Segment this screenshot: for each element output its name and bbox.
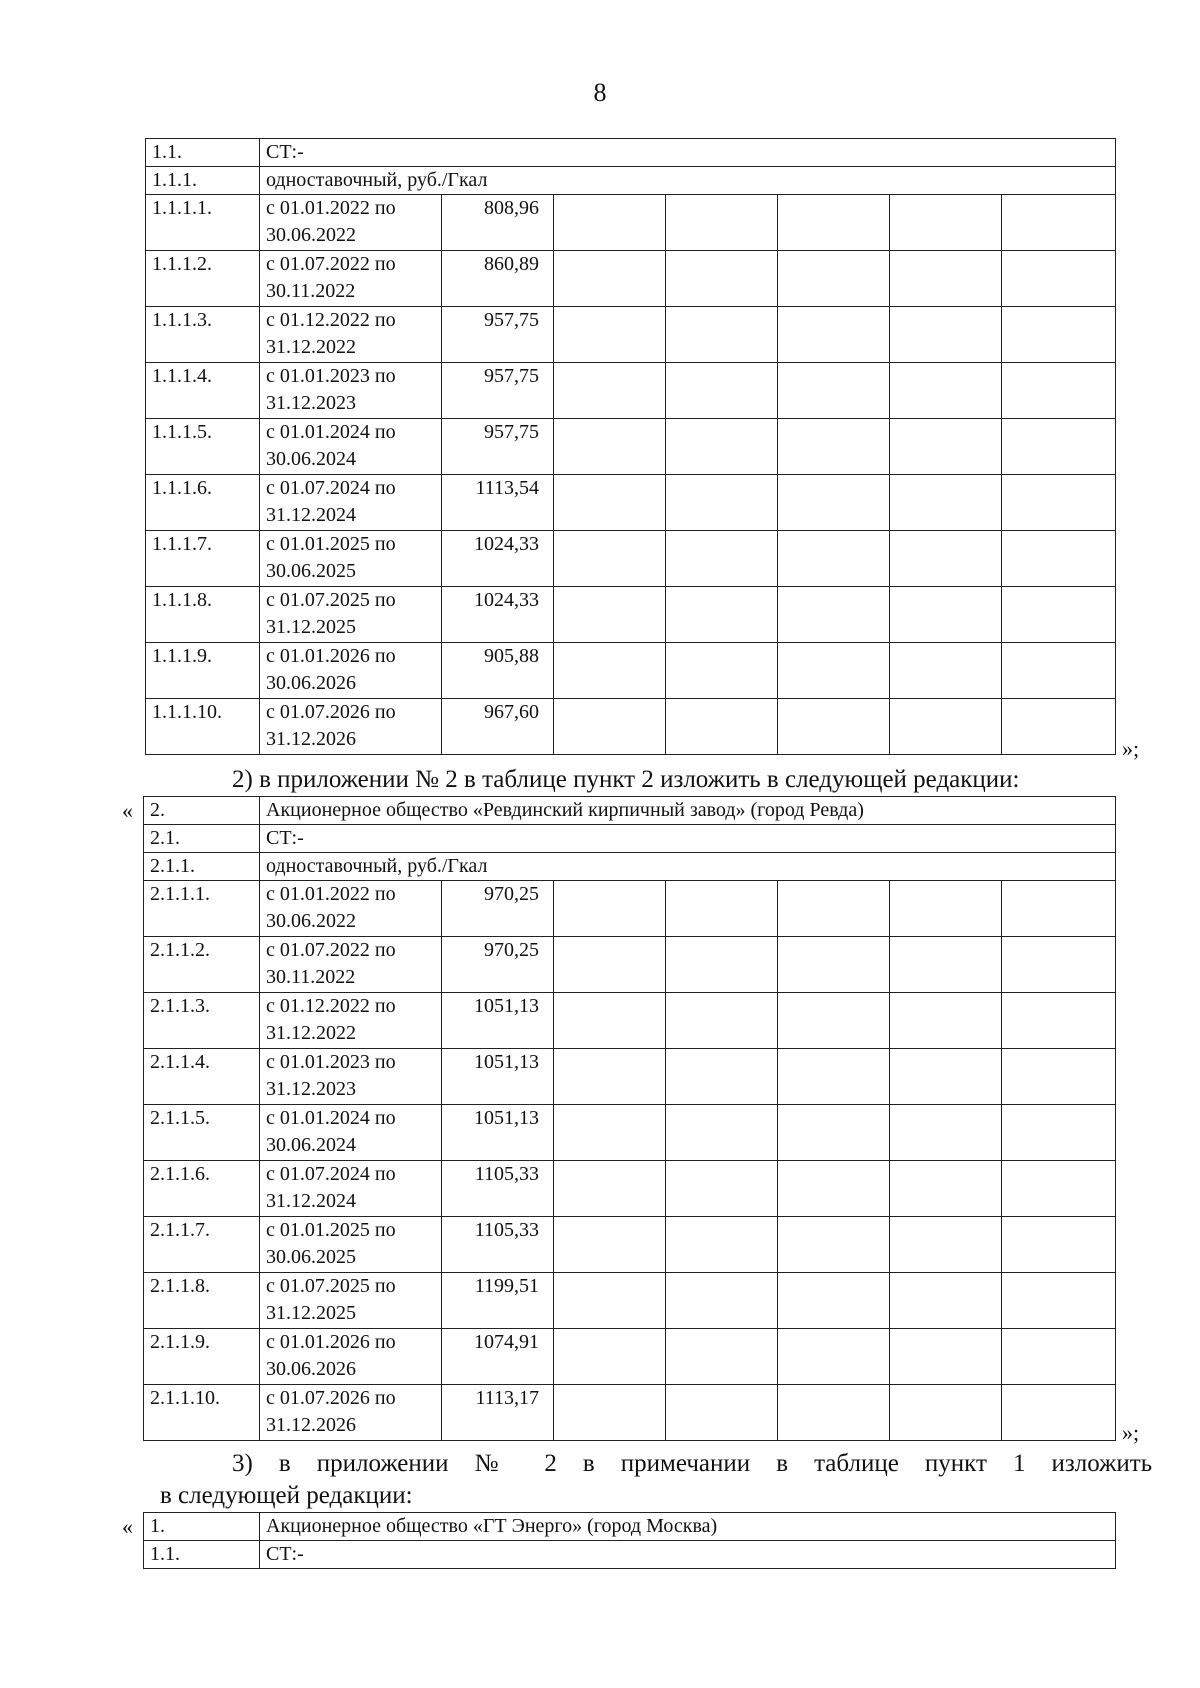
table-row <box>146 531 1116 587</box>
row-tariff-value: 1105,33 <box>442 1217 554 1273</box>
row-code: 1.1.1.9. <box>146 643 260 699</box>
row-tariff-value: 860,89 <box>442 251 554 307</box>
period-from: с 01.07.2024 по <box>266 477 396 499</box>
section-code: 2. <box>144 797 260 825</box>
empty-cell <box>778 363 890 419</box>
empty-cell <box>554 937 666 993</box>
period-to: 31.12.2023 <box>266 1078 356 1100</box>
period-from: с 01.01.2025 по <box>266 1219 396 1241</box>
section-title: одноставочный, руб./Гкал <box>260 853 1116 881</box>
empty-cell <box>890 363 1002 419</box>
period-to: 30.06.2025 <box>266 560 356 582</box>
empty-cell <box>778 1049 890 1105</box>
table-row <box>146 643 1116 699</box>
row-tariff-value: 967,60 <box>442 699 554 755</box>
period-from: с 01.07.2022 по <box>266 253 396 275</box>
empty-cell <box>778 699 890 755</box>
period-to: 31.12.2022 <box>266 1022 356 1044</box>
paragraph-3-word: 3) в <box>232 1450 291 1477</box>
empty-cell <box>1002 881 1116 937</box>
empty-cell <box>554 1329 666 1385</box>
table-2-closing-quote: »; <box>1122 1420 1140 1445</box>
empty-cell <box>554 881 666 937</box>
page-number: 8 <box>593 78 607 107</box>
empty-cell <box>554 1385 666 1441</box>
empty-cell <box>1002 587 1116 643</box>
period-from: с 01.01.2026 по <box>266 1331 396 1353</box>
period-from: с 01.01.2022 по <box>266 197 396 219</box>
period-from: с 01.07.2025 по <box>266 1275 396 1297</box>
row-tariff-value: 970,25 <box>442 937 554 993</box>
row-code: 2.1.1.4. <box>144 1049 260 1105</box>
row-period <box>260 643 442 699</box>
table-row <box>144 1161 1116 1217</box>
empty-cell <box>666 1049 778 1105</box>
row-period <box>260 251 442 307</box>
section-code: 1.1. <box>146 139 260 167</box>
section-row <box>144 825 1116 853</box>
period-from: с 01.01.2024 по <box>266 1107 396 1129</box>
period-from: с 01.01.2022 по <box>266 883 396 905</box>
empty-cell <box>666 1329 778 1385</box>
empty-cell <box>1002 531 1116 587</box>
empty-cell <box>890 531 1002 587</box>
table-3-opening-quote: « <box>122 1514 133 1539</box>
empty-cell <box>554 643 666 699</box>
period-from: с 01.01.2025 по <box>266 533 396 555</box>
section-row <box>144 1541 1116 1569</box>
period-to: 30.06.2026 <box>266 1358 356 1380</box>
section-code: 1. <box>144 1513 260 1541</box>
paragraph-3-line-1 <box>232 1450 1152 1478</box>
row-code: 1.1.1.5. <box>146 419 260 475</box>
table-row <box>144 1329 1116 1385</box>
section-row <box>146 167 1116 195</box>
empty-cell <box>890 419 1002 475</box>
row-code: 1.1.1.2. <box>146 251 260 307</box>
empty-cell <box>1002 251 1116 307</box>
empty-cell <box>778 587 890 643</box>
row-tariff-value: 970,25 <box>442 881 554 937</box>
empty-cell <box>890 937 1002 993</box>
empty-cell <box>890 307 1002 363</box>
period-to: 31.12.2025 <box>266 1302 356 1324</box>
empty-cell <box>890 475 1002 531</box>
period-from: с 01.01.2026 по <box>266 645 396 667</box>
empty-cell <box>666 881 778 937</box>
empty-cell <box>890 195 1002 251</box>
row-period <box>260 1105 442 1161</box>
paragraph-3-word: 1 <box>1012 1450 1026 1477</box>
period-to: 30.11.2022 <box>266 966 356 988</box>
empty-cell <box>554 307 666 363</box>
empty-cell <box>1002 993 1116 1049</box>
empty-cell <box>890 1385 1002 1441</box>
row-code: 1.1.1.8. <box>146 587 260 643</box>
empty-cell <box>778 195 890 251</box>
empty-cell <box>778 475 890 531</box>
row-code: 2.1.1.9. <box>144 1329 260 1385</box>
period-from: с 01.01.2024 по <box>266 421 396 443</box>
section-code: 2.1.1. <box>144 853 260 881</box>
empty-cell <box>890 587 1002 643</box>
empty-cell <box>778 643 890 699</box>
row-period <box>260 1329 442 1385</box>
empty-cell <box>890 1273 1002 1329</box>
paragraph-3-word: примечании <box>620 1450 751 1477</box>
period-to: 30.06.2022 <box>266 224 356 246</box>
row-code: 2.1.1.10. <box>144 1385 260 1441</box>
row-tariff-value: 1105,33 <box>442 1161 554 1217</box>
empty-cell <box>1002 1385 1116 1441</box>
paragraph-3-line-2: в следующей редакции: <box>160 1482 413 1509</box>
table-row <box>146 251 1116 307</box>
empty-cell <box>666 937 778 993</box>
row-code: 1.1.1.4. <box>146 363 260 419</box>
row-code: 2.1.1.8. <box>144 1273 260 1329</box>
empty-cell <box>1002 1329 1116 1385</box>
empty-cell <box>554 1105 666 1161</box>
empty-cell <box>554 1273 666 1329</box>
table-row <box>144 1217 1116 1273</box>
paragraph-3-word: в <box>582 1450 595 1477</box>
period-from: с 01.07.2025 по <box>266 589 396 611</box>
empty-cell <box>1002 1105 1116 1161</box>
row-period <box>260 1161 442 1217</box>
empty-cell <box>666 531 778 587</box>
empty-cell <box>778 1329 890 1385</box>
row-period <box>260 699 442 755</box>
empty-cell <box>890 1105 1002 1161</box>
empty-cell <box>778 419 890 475</box>
empty-cell <box>554 1217 666 1273</box>
empty-cell <box>666 195 778 251</box>
row-period <box>260 937 442 993</box>
empty-cell <box>554 699 666 755</box>
empty-cell <box>666 587 778 643</box>
section-row <box>144 853 1116 881</box>
section-row <box>146 139 1116 167</box>
row-tariff-value: 957,75 <box>442 419 554 475</box>
period-from: с 01.01.2023 по <box>266 365 396 387</box>
empty-cell <box>1002 937 1116 993</box>
period-to: 31.12.2026 <box>266 1414 356 1436</box>
empty-cell <box>666 1161 778 1217</box>
empty-cell <box>666 699 778 755</box>
period-to: 30.06.2022 <box>266 910 356 932</box>
row-period <box>260 1217 442 1273</box>
paragraph-3-word: № 2 <box>474 1450 557 1477</box>
row-tariff-value: 1199,51 <box>442 1273 554 1329</box>
table-row <box>146 475 1116 531</box>
section-code: 2.1. <box>144 825 260 853</box>
table-row <box>146 419 1116 475</box>
table-row <box>146 195 1116 251</box>
empty-cell <box>554 251 666 307</box>
row-code: 2.1.1.6. <box>144 1161 260 1217</box>
row-tariff-value: 808,96 <box>442 195 554 251</box>
section-title: СТ:- <box>260 825 1116 853</box>
empty-cell <box>890 251 1002 307</box>
empty-cell <box>778 307 890 363</box>
tariff-table-3 <box>143 1512 1116 1569</box>
row-period <box>260 1273 442 1329</box>
row-tariff-value: 1024,33 <box>442 587 554 643</box>
paragraph-3-word: в <box>776 1450 788 1477</box>
period-from: с 01.12.2022 по <box>266 995 396 1017</box>
section-row <box>144 1513 1116 1541</box>
empty-cell <box>554 363 666 419</box>
row-tariff-value: 1113,54 <box>442 475 554 531</box>
period-to: 30.11.2022 <box>266 280 356 302</box>
row-period <box>260 587 442 643</box>
row-tariff-value: 957,75 <box>442 307 554 363</box>
row-code: 2.1.1.3. <box>144 993 260 1049</box>
table-row <box>144 1049 1116 1105</box>
empty-cell <box>890 1217 1002 1273</box>
section-code: 1.1.1. <box>146 167 260 195</box>
empty-cell <box>666 363 778 419</box>
empty-cell <box>890 643 1002 699</box>
empty-cell <box>1002 699 1116 755</box>
empty-cell <box>666 251 778 307</box>
row-code: 1.1.1.7. <box>146 531 260 587</box>
row-period <box>260 1049 442 1105</box>
empty-cell <box>778 1161 890 1217</box>
table-row <box>144 881 1116 937</box>
section-title: Акционерное общество «ГТ Энерго» (город Москва) <box>260 1513 1116 1541</box>
period-to: 31.12.2023 <box>266 392 356 414</box>
empty-cell <box>554 1161 666 1217</box>
empty-cell <box>778 1217 890 1273</box>
period-to: 30.06.2025 <box>266 1246 356 1268</box>
empty-cell <box>778 1273 890 1329</box>
paragraph-3-word: таблице <box>814 1450 899 1477</box>
row-code: 1.1.1.3. <box>146 307 260 363</box>
empty-cell <box>778 531 890 587</box>
table-row <box>146 307 1116 363</box>
period-from: с 01.07.2026 по <box>266 1387 396 1409</box>
row-tariff-value: 1051,13 <box>442 1105 554 1161</box>
empty-cell <box>666 475 778 531</box>
section-code: 1.1. <box>144 1541 260 1569</box>
period-to: 31.12.2024 <box>266 1190 356 1212</box>
row-tariff-value: 957,75 <box>442 363 554 419</box>
row-code: 2.1.1.5. <box>144 1105 260 1161</box>
empty-cell <box>778 881 890 937</box>
empty-cell <box>890 881 1002 937</box>
empty-cell <box>554 475 666 531</box>
period-to: 31.12.2025 <box>266 616 356 638</box>
table-row <box>144 1105 1116 1161</box>
paragraph-3-word: изложить <box>1051 1450 1153 1477</box>
row-tariff-value: 1024,33 <box>442 531 554 587</box>
period-from: с 01.12.2022 по <box>266 309 396 331</box>
row-period <box>260 1385 442 1441</box>
empty-cell <box>666 1273 778 1329</box>
table-row <box>144 1273 1116 1329</box>
section-title: СТ:- <box>260 1541 1116 1569</box>
section-row <box>144 797 1116 825</box>
table-row <box>144 1385 1116 1441</box>
period-to: 30.06.2024 <box>266 1134 356 1156</box>
empty-cell <box>778 251 890 307</box>
period-to: 30.06.2024 <box>266 448 356 470</box>
empty-cell <box>554 419 666 475</box>
row-code: 1.1.1.1. <box>146 195 260 251</box>
row-period <box>260 993 442 1049</box>
empty-cell <box>1002 1273 1116 1329</box>
empty-cell <box>1002 195 1116 251</box>
table-row <box>146 587 1116 643</box>
empty-cell <box>666 419 778 475</box>
row-code: 1.1.1.10. <box>146 699 260 755</box>
table-row <box>144 993 1116 1049</box>
empty-cell <box>778 993 890 1049</box>
empty-cell <box>554 195 666 251</box>
empty-cell <box>666 643 778 699</box>
row-tariff-value: 1051,13 <box>442 993 554 1049</box>
period-from: с 01.07.2022 по <box>266 939 396 961</box>
row-code: 1.1.1.6. <box>146 475 260 531</box>
row-tariff-value: 1113,17 <box>442 1385 554 1441</box>
tariff-table-2 <box>143 796 1116 1441</box>
period-from: с 01.07.2024 по <box>266 1163 396 1185</box>
period-to: 31.12.2026 <box>266 728 356 750</box>
row-code: 2.1.1.1. <box>144 881 260 937</box>
tariff-table-1 <box>145 138 1116 755</box>
empty-cell <box>778 1385 890 1441</box>
paragraph-3-word: пункт <box>924 1450 987 1477</box>
paragraph-3-word: приложении <box>316 1450 449 1477</box>
empty-cell <box>666 307 778 363</box>
row-tariff-value: 905,88 <box>442 643 554 699</box>
table-row <box>146 699 1116 755</box>
empty-cell <box>890 1161 1002 1217</box>
empty-cell <box>1002 307 1116 363</box>
empty-cell <box>890 1329 1002 1385</box>
empty-cell <box>554 587 666 643</box>
empty-cell <box>666 1385 778 1441</box>
empty-cell <box>1002 1217 1116 1273</box>
period-from: с 01.07.2026 по <box>266 701 396 723</box>
row-tariff-value: 1051,13 <box>442 1049 554 1105</box>
period-to: 31.12.2022 <box>266 336 356 358</box>
row-period <box>260 195 442 251</box>
period-from: с 01.01.2023 по <box>266 1051 396 1073</box>
empty-cell <box>778 1105 890 1161</box>
empty-cell <box>890 993 1002 1049</box>
empty-cell <box>666 993 778 1049</box>
row-period <box>260 475 442 531</box>
period-to: 31.12.2024 <box>266 504 356 526</box>
table-row <box>144 937 1116 993</box>
row-period <box>260 419 442 475</box>
row-period <box>260 363 442 419</box>
paragraph-2: 2) в приложении № 2 в таблице пункт 2 изложить в следующей редакции: <box>232 766 1020 793</box>
row-code: 2.1.1.2. <box>144 937 260 993</box>
row-period <box>260 307 442 363</box>
empty-cell <box>778 937 890 993</box>
empty-cell <box>554 993 666 1049</box>
empty-cell <box>1002 475 1116 531</box>
row-tariff-value: 1074,91 <box>442 1329 554 1385</box>
empty-cell <box>666 1217 778 1273</box>
empty-cell <box>1002 643 1116 699</box>
row-period <box>260 531 442 587</box>
empty-cell <box>1002 363 1116 419</box>
table-1-closing-quote: »; <box>1122 736 1140 761</box>
empty-cell <box>890 1049 1002 1105</box>
section-title: СТ:- <box>260 139 1116 167</box>
empty-cell <box>554 1049 666 1105</box>
empty-cell <box>1002 1161 1116 1217</box>
empty-cell <box>890 699 1002 755</box>
empty-cell <box>1002 1049 1116 1105</box>
table-row <box>146 363 1116 419</box>
table-2-opening-quote: « <box>122 798 133 823</box>
row-code: 2.1.1.7. <box>144 1217 260 1273</box>
empty-cell <box>666 1105 778 1161</box>
empty-cell <box>1002 419 1116 475</box>
period-to: 30.06.2026 <box>266 672 356 694</box>
empty-cell <box>554 531 666 587</box>
section-title: одноставочный, руб./Гкал <box>260 167 1116 195</box>
section-title: Акционерное общество «Ревдинский кирпичный завод» (город Ревда) <box>260 797 1116 825</box>
row-period <box>260 881 442 937</box>
